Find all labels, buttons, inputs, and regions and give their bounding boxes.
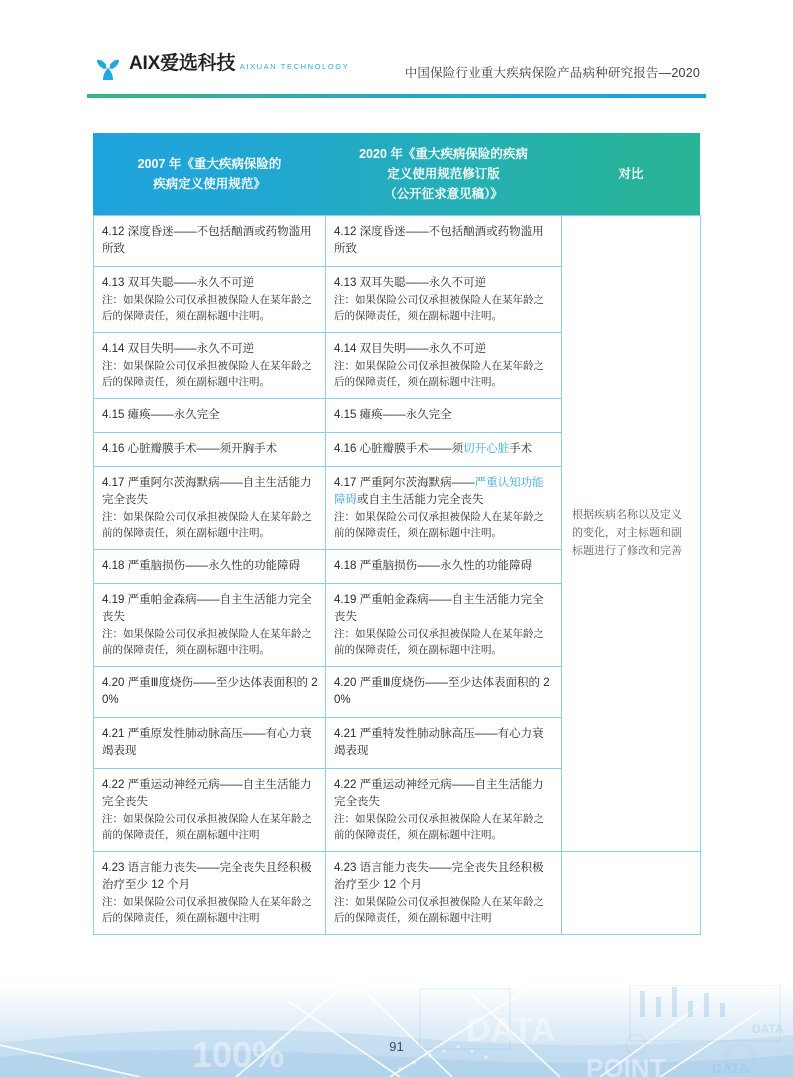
- column-header-2007-line2: 疾病定义使用规范》: [153, 176, 266, 191]
- svg-text:DATA: DATA: [752, 1022, 784, 1036]
- logo-tagline: AIXUAN TECHNOLOGY: [239, 62, 350, 71]
- column-header-2020-line1: 2020 年《重大疾病保险的疾病: [359, 146, 528, 161]
- row-title-right: 4.19 严重帕金森病——自主生活能力完全丧失: [334, 593, 544, 623]
- row-note-right: 注：如果保险公司仅承担被保险人在某年龄之前的保障责任，须在副标题中注明。: [334, 812, 544, 841]
- svg-text:POINT: POINT: [586, 1053, 666, 1077]
- cell-2007: [94, 851, 326, 934]
- row-title-right: 4.18 严重脑损伤——永久性的功能障碍: [334, 559, 533, 572]
- cell-2007: [94, 215, 326, 266]
- page-number: 91: [389, 1039, 404, 1054]
- cell-2020: [326, 666, 562, 717]
- table-header-row: [94, 133, 701, 215]
- cell-2020: [326, 432, 562, 466]
- row-title-left: 4.17 严重阿尔茨海默病——自主生活能力完全丧失: [102, 476, 312, 506]
- brand-logo: [93, 54, 349, 84]
- cell-2020: [326, 851, 562, 934]
- logo-wordmark: AIX爱选科技: [129, 53, 236, 74]
- row-title-left: 4.21 严重原发性肺动脉高压——有心力衰竭表现: [102, 727, 312, 757]
- cell-2020: [326, 398, 562, 432]
- row-title-left: 4.14 双目失明——永久不可逆: [102, 342, 255, 355]
- row-title-right-prefix: 4.17 严重阿尔茨海默病——: [334, 476, 475, 489]
- footer-decoration: [0, 985, 793, 1077]
- row-title-right: [334, 441, 554, 458]
- svg-text:DATA: DATA: [466, 1011, 556, 1049]
- row-title-left: 4.18 严重脑损伤——永久性的功能障碍: [102, 559, 301, 572]
- table-row: [94, 215, 701, 266]
- cell-2020: [326, 215, 562, 266]
- row-title-right: 4.23 语言能力丧失——完全丧失且经积极治疗至少 12 个月: [334, 861, 544, 891]
- cell-2020: [326, 466, 562, 549]
- cell-2007: [94, 332, 326, 398]
- cell-2007: [94, 717, 326, 768]
- cell-2020: [326, 717, 562, 768]
- row-note-left: 注：如果保险公司仅承担被保险人在某年龄之前的保障责任，须在副标题中注明。: [102, 510, 312, 539]
- cell-2020: [326, 266, 562, 332]
- report-title: 中国保险行业重大疾病保险产品病种研究报告—2020: [404, 66, 700, 80]
- row-title-right-highlight: 切开心脏: [463, 442, 510, 455]
- row-title-right: 4.22 严重运动神经元病——自主生活能力完全丧失: [334, 778, 544, 808]
- aix-butterfly-logo-icon: [93, 55, 123, 85]
- cell-2020: [326, 549, 562, 583]
- row-title-right-prefix: 4.16 心脏瓣膜手术——须: [334, 442, 464, 455]
- cell-2020: [326, 583, 562, 666]
- row-title-left: 4.15 瘫痪——永久完全: [102, 408, 220, 421]
- footer-abstract-graphic-icon: [0, 985, 793, 1077]
- column-header-2007: [94, 133, 326, 215]
- comparison-table: [93, 133, 701, 935]
- row-note-left: 注：如果保险公司仅承担被保险人在某年龄之后的保障责任，须在副标题中注明。: [102, 293, 312, 322]
- row-title-left: 4.12 深度昏迷——不包括酗酒或药物滥用所致: [102, 225, 312, 255]
- cell-2007: [94, 583, 326, 666]
- row-title-right-suffix: 手术: [509, 442, 533, 455]
- row-note-left: 注：如果保险公司仅承担被保险人在某年龄之前的保障责任，须在副标题中注明。: [102, 627, 312, 656]
- cell-2007: [94, 398, 326, 432]
- row-note-left: 注：如果保险公司仅承担被保险人在某年龄之后的保障责任，须在副标题中注明。: [102, 359, 312, 388]
- column-header-2007-line1: 2007 年《重大疾病保险的: [137, 156, 282, 171]
- table-head: [94, 133, 701, 215]
- page-header: [0, 0, 793, 104]
- cell-2007: [94, 432, 326, 466]
- row-note-right: 注：如果保险公司仅承担被保险人在某年龄之后的保障责任，须在副标题中注明。: [334, 359, 544, 388]
- row-title-left: 4.22 严重运动神经元病——自主生活能力完全丧失: [102, 778, 312, 808]
- row-title-right: 4.15 瘫痪——永久完全: [334, 408, 452, 421]
- row-note-left: 注：如果保险公司仅承担被保险人在某年龄之后的保障责任，须在副标题中注明: [102, 895, 312, 924]
- cell-2020: [326, 332, 562, 398]
- cell-2007: [94, 266, 326, 332]
- row-note-left: 注：如果保险公司仅承担被保险人在某年龄之前的保障责任，须在副标题中注明: [102, 812, 312, 841]
- header-divider: [87, 94, 706, 98]
- row-title-left: 4.23 语言能力丧失——完全丧失且经积极治疗至少 12 个月: [102, 861, 312, 891]
- comparison-table-wrapper: [93, 133, 700, 935]
- svg-text:100%: 100%: [192, 1034, 285, 1075]
- cell-2007: [94, 466, 326, 549]
- column-header-2020-line3: （公开征求意见稿）》: [384, 186, 503, 201]
- column-header-2020-line2: 定义使用规范修订版: [387, 166, 500, 181]
- row-title-right-highlight: 严重认知功能障碍: [334, 476, 544, 506]
- row-title-left: 4.19 严重帕金森病——自主生活能力完全丧失: [102, 593, 312, 623]
- row-title-left: 4.13 双耳失聪——永久不可逆: [102, 276, 255, 289]
- row-note-right: 注：如果保险公司仅承担被保险人在某年龄之前的保障责任，须在副标题中注明。: [334, 510, 544, 539]
- cell-2007: [94, 549, 326, 583]
- row-title-right: 4.20 严重Ⅲ度烧伤——至少达体表面积的 20%: [334, 676, 550, 706]
- cell-2007: [94, 666, 326, 717]
- row-title-right: [334, 475, 554, 509]
- row-note-right: 注：如果保险公司仅承担被保险人在某年龄之前的保障责任，须在副标题中注明。: [334, 627, 544, 656]
- column-header-2020: [326, 133, 562, 215]
- column-header-comparison: 对比: [618, 166, 644, 181]
- row-title-right: 4.14 双目失明——永久不可逆: [334, 342, 487, 355]
- svg-text:DATA: DATA: [712, 1060, 749, 1076]
- row-title-left: 4.20 严重Ⅲ度烧伤——至少达体表面积的 20%: [102, 676, 318, 706]
- row-title-right: 4.13 双耳失聪——永久不可逆: [334, 276, 487, 289]
- row-title-left: 4.16 心脏瓣膜手术——须开胸手术: [102, 442, 278, 455]
- row-title-right: 4.12 深度昏迷——不包括酗酒或药物滥用所致: [334, 225, 544, 255]
- cell-2007: [94, 768, 326, 851]
- row-note-right: 注：如果保险公司仅承担被保险人在某年龄之后的保障责任，须在副标题中注明: [334, 895, 544, 924]
- row-title-right: 4.21 严重特发性肺动脉高压——有心力衰竭表现: [334, 727, 544, 757]
- table-body: [94, 215, 701, 934]
- table-row: [94, 851, 701, 934]
- row-note-right: 注：如果保险公司仅承担被保险人在某年龄之后的保障责任，须在副标题中注明。: [334, 293, 544, 322]
- cell-comparison-merged: 根据疾病名称以及定义的变化，对主标题和副标题进行了修改和完善: [562, 215, 701, 851]
- cell-2020: [326, 768, 562, 851]
- row-title-right-suffix: 或自主生活能力完全丧失: [357, 493, 484, 506]
- cell-comparison-empty: [562, 851, 701, 934]
